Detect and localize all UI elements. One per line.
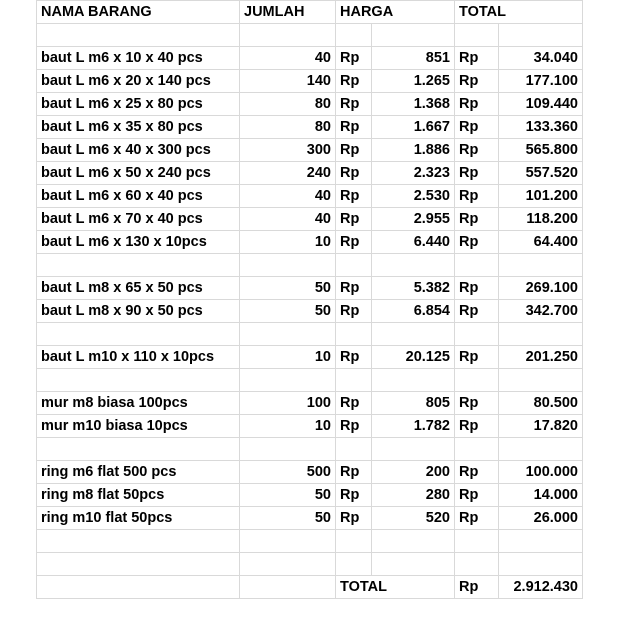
price-cell[interactable]: 1.782 — [372, 415, 455, 438]
table-row — [37, 254, 583, 277]
price-currency-cell[interactable] — [336, 323, 372, 346]
table-row — [37, 116, 583, 139]
quantity-cell[interactable]: 140 — [240, 70, 336, 93]
total-currency-cell[interactable] — [455, 553, 499, 576]
table-row — [37, 461, 583, 484]
price-cell[interactable]: 851 — [372, 47, 455, 70]
total-currency-cell[interactable] — [455, 438, 499, 461]
quantity-cell[interactable]: 300 — [240, 139, 336, 162]
table-row — [37, 530, 583, 553]
table-row — [37, 208, 583, 231]
table-row — [37, 139, 583, 162]
line-total-cell[interactable] — [499, 323, 583, 346]
price-cell[interactable]: 2.955 — [372, 208, 455, 231]
table-row — [37, 346, 583, 369]
item-name-cell[interactable]: baut L m10 x 110 x 10pcs — [37, 346, 240, 369]
table-row — [37, 415, 583, 438]
total-currency-cell[interactable]: Rp — [455, 231, 499, 254]
quantity-cell[interactable] — [240, 438, 336, 461]
line-total-cell[interactable]: 109.440 — [499, 93, 583, 116]
price-currency-cell[interactable]: Rp — [336, 93, 372, 116]
total-currency-cell[interactable] — [455, 323, 499, 346]
price-currency-cell[interactable] — [336, 553, 372, 576]
price-currency-cell[interactable]: Rp — [336, 300, 372, 323]
table-row — [37, 70, 583, 93]
price-cell[interactable]: 5.382 — [372, 277, 455, 300]
total-currency-cell[interactable]: Rp — [455, 185, 499, 208]
price-cell[interactable] — [372, 254, 455, 277]
total-currency-cell[interactable]: Rp — [455, 277, 499, 300]
item-name-cell[interactable]: mur m8 biasa 100pcs — [37, 392, 240, 415]
quantity-cell[interactable]: 50 — [240, 300, 336, 323]
item-name-cell[interactable] — [37, 438, 240, 461]
item-name-cell[interactable]: baut L m6 x 60 x 40 pcs — [37, 185, 240, 208]
price-currency-cell[interactable]: Rp — [336, 415, 372, 438]
line-total-cell[interactable]: 100.000 — [499, 461, 583, 484]
footer-empty-cell[interactable] — [37, 576, 240, 599]
price-cell[interactable]: 6.854 — [372, 300, 455, 323]
line-total-cell[interactable]: 269.100 — [499, 277, 583, 300]
price-currency-cell[interactable]: Rp — [336, 70, 372, 93]
table-row — [37, 369, 583, 392]
price-currency-cell[interactable] — [336, 24, 372, 47]
total-currency-cell[interactable]: Rp — [455, 300, 499, 323]
price-currency-cell[interactable]: Rp — [336, 484, 372, 507]
grand-total-value[interactable]: 2.912.430 — [499, 576, 583, 599]
total-currency-cell[interactable]: Rp — [455, 507, 499, 530]
line-total-cell[interactable]: 17.820 — [499, 415, 583, 438]
line-total-cell[interactable] — [499, 24, 583, 47]
item-name-cell[interactable]: baut L m6 x 35 x 80 pcs — [37, 116, 240, 139]
item-name-cell[interactable]: baut L m6 x 20 x 140 pcs — [37, 70, 240, 93]
item-name-cell[interactable] — [37, 323, 240, 346]
quantity-cell[interactable]: 40 — [240, 47, 336, 70]
price-cell[interactable]: 1.265 — [372, 70, 455, 93]
price-currency-cell[interactable]: Rp — [336, 392, 372, 415]
price-cell[interactable] — [372, 323, 455, 346]
quantity-cell[interactable]: 80 — [240, 116, 336, 139]
item-name-cell[interactable] — [37, 24, 240, 47]
spreadsheet-table — [36, 0, 583, 599]
table-row — [37, 300, 583, 323]
price-currency-cell[interactable] — [336, 438, 372, 461]
item-name-cell[interactable]: ring m10 flat 50pcs — [37, 507, 240, 530]
price-currency-cell[interactable] — [336, 369, 372, 392]
line-total-cell[interactable]: 201.250 — [499, 346, 583, 369]
quantity-cell[interactable] — [240, 530, 336, 553]
total-currency-cell[interactable]: Rp — [455, 484, 499, 507]
total-currency-cell[interactable]: Rp — [455, 162, 499, 185]
price-currency-cell[interactable]: Rp — [336, 116, 372, 139]
price-cell[interactable] — [372, 530, 455, 553]
table-row — [37, 277, 583, 300]
table-row — [37, 47, 583, 70]
table-row — [37, 231, 583, 254]
quantity-cell[interactable]: 10 — [240, 346, 336, 369]
price-currency-cell[interactable]: Rp — [336, 208, 372, 231]
header-qty-cell[interactable]: JUMLAH — [240, 1, 336, 24]
line-total-cell[interactable]: 80.500 — [499, 392, 583, 415]
price-currency-cell[interactable]: Rp — [336, 231, 372, 254]
price-currency-cell[interactable]: Rp — [336, 346, 372, 369]
price-currency-cell[interactable]: Rp — [336, 162, 372, 185]
line-total-cell[interactable]: 118.200 — [499, 208, 583, 231]
grand-total-row — [37, 576, 583, 599]
line-total-cell[interactable]: 26.000 — [499, 507, 583, 530]
item-name-cell[interactable] — [37, 254, 240, 277]
price-cell[interactable]: 280 — [372, 484, 455, 507]
line-total-cell[interactable] — [499, 553, 583, 576]
item-name-cell[interactable]: mur m10 biasa 10pcs — [37, 415, 240, 438]
item-name-cell[interactable]: baut L m6 x 25 x 80 pcs — [37, 93, 240, 116]
line-total-cell[interactable] — [499, 369, 583, 392]
line-total-cell[interactable]: 342.700 — [499, 300, 583, 323]
total-currency-cell[interactable] — [455, 530, 499, 553]
quantity-cell[interactable]: 50 — [240, 507, 336, 530]
line-total-cell[interactable]: 14.000 — [499, 484, 583, 507]
line-total-cell[interactable]: 177.100 — [499, 70, 583, 93]
quantity-cell[interactable]: 50 — [240, 277, 336, 300]
header-name-cell[interactable]: NAMA BARANG — [37, 1, 240, 24]
line-total-cell[interactable]: 557.520 — [499, 162, 583, 185]
table-row — [37, 484, 583, 507]
quantity-cell[interactable]: 10 — [240, 415, 336, 438]
total-currency-cell[interactable]: Rp — [455, 116, 499, 139]
quantity-cell[interactable] — [240, 369, 336, 392]
quantity-cell[interactable] — [240, 24, 336, 47]
price-cell[interactable]: 1.886 — [372, 139, 455, 162]
header-total-cell[interactable]: TOTAL — [455, 1, 583, 24]
price-currency-cell[interactable]: Rp — [336, 507, 372, 530]
quantity-cell[interactable]: 40 — [240, 185, 336, 208]
item-name-cell[interactable]: baut L m6 x 130 x 10pcs — [37, 231, 240, 254]
price-cell[interactable]: 2.530 — [372, 185, 455, 208]
price-cell[interactable] — [372, 438, 455, 461]
table-row — [37, 24, 583, 47]
line-total-cell[interactable] — [499, 254, 583, 277]
price-cell[interactable] — [372, 369, 455, 392]
item-name-cell[interactable] — [37, 553, 240, 576]
quantity-cell[interactable] — [240, 254, 336, 277]
item-name-cell[interactable]: baut L m8 x 90 x 50 pcs — [37, 300, 240, 323]
price-cell[interactable]: 520 — [372, 507, 455, 530]
table-row — [37, 93, 583, 116]
price-currency-cell[interactable]: Rp — [336, 277, 372, 300]
item-name-cell[interactable]: baut L m8 x 65 x 50 pcs — [37, 277, 240, 300]
price-cell[interactable]: 805 — [372, 392, 455, 415]
price-cell[interactable]: 6.440 — [372, 231, 455, 254]
table-row — [37, 162, 583, 185]
total-currency-cell[interactable]: Rp — [455, 461, 499, 484]
header-price-cell[interactable]: HARGA — [336, 1, 455, 24]
price-currency-cell[interactable] — [336, 254, 372, 277]
price-cell[interactable]: 2.323 — [372, 162, 455, 185]
quantity-cell[interactable] — [240, 323, 336, 346]
price-currency-cell[interactable]: Rp — [336, 47, 372, 70]
header-row — [37, 1, 583, 24]
table-row — [37, 553, 583, 576]
quantity-cell[interactable]: 80 — [240, 93, 336, 116]
price-currency-cell[interactable]: Rp — [336, 139, 372, 162]
item-name-cell[interactable] — [37, 530, 240, 553]
total-currency-cell[interactable]: Rp — [455, 70, 499, 93]
price-currency-cell[interactable] — [336, 530, 372, 553]
total-currency-cell[interactable]: Rp — [455, 208, 499, 231]
total-currency-cell[interactable] — [455, 24, 499, 47]
total-currency-cell[interactable]: Rp — [455, 93, 499, 116]
price-cell[interactable]: 200 — [372, 461, 455, 484]
line-total-cell[interactable]: 565.800 — [499, 139, 583, 162]
total-currency-cell[interactable]: Rp — [455, 415, 499, 438]
line-total-cell[interactable] — [499, 438, 583, 461]
quantity-cell[interactable]: 100 — [240, 392, 336, 415]
table-row — [37, 438, 583, 461]
quantity-cell[interactable]: 50 — [240, 484, 336, 507]
footer-empty-cell[interactable] — [240, 576, 336, 599]
grand-total-currency-cell[interactable]: Rp — [455, 576, 499, 599]
total-currency-cell[interactable]: Rp — [455, 139, 499, 162]
item-name-cell[interactable]: baut L m6 x 40 x 300 pcs — [37, 139, 240, 162]
total-currency-cell[interactable]: Rp — [455, 392, 499, 415]
line-total-cell[interactable]: 101.200 — [499, 185, 583, 208]
price-cell[interactable]: 20.125 — [372, 346, 455, 369]
table-row — [37, 507, 583, 530]
table-row — [37, 323, 583, 346]
quantity-cell[interactable]: 240 — [240, 162, 336, 185]
item-name-cell[interactable]: ring m6 flat 500 pcs — [37, 461, 240, 484]
line-total-cell[interactable]: 64.400 — [499, 231, 583, 254]
line-total-cell[interactable]: 133.360 — [499, 116, 583, 139]
total-currency-cell[interactable]: Rp — [455, 47, 499, 70]
item-name-cell[interactable]: baut L m6 x 70 x 40 pcs — [37, 208, 240, 231]
total-currency-cell[interactable] — [455, 369, 499, 392]
price-currency-cell[interactable]: Rp — [336, 461, 372, 484]
price-currency-cell[interactable]: Rp — [336, 185, 372, 208]
price-cell[interactable]: 1.667 — [372, 116, 455, 139]
quantity-cell[interactable]: 500 — [240, 461, 336, 484]
item-name-cell[interactable] — [37, 369, 240, 392]
price-cell[interactable]: 1.368 — [372, 93, 455, 116]
quantity-cell[interactable] — [240, 553, 336, 576]
item-name-cell[interactable]: baut L m6 x 10 x 40 pcs — [37, 47, 240, 70]
price-cell[interactable] — [372, 553, 455, 576]
total-currency-cell[interactable] — [455, 254, 499, 277]
line-total-cell[interactable] — [499, 530, 583, 553]
total-currency-cell[interactable]: Rp — [455, 346, 499, 369]
line-total-cell[interactable]: 34.040 — [499, 47, 583, 70]
table-row — [37, 392, 583, 415]
item-name-cell[interactable]: ring m8 flat 50pcs — [37, 484, 240, 507]
table-row — [37, 185, 583, 208]
quantity-cell[interactable]: 40 — [240, 208, 336, 231]
quantity-cell[interactable]: 10 — [240, 231, 336, 254]
price-cell[interactable] — [372, 24, 455, 47]
item-name-cell[interactable]: baut L m6 x 50 x 240 pcs — [37, 162, 240, 185]
grand-total-label[interactable]: TOTAL — [336, 576, 455, 599]
